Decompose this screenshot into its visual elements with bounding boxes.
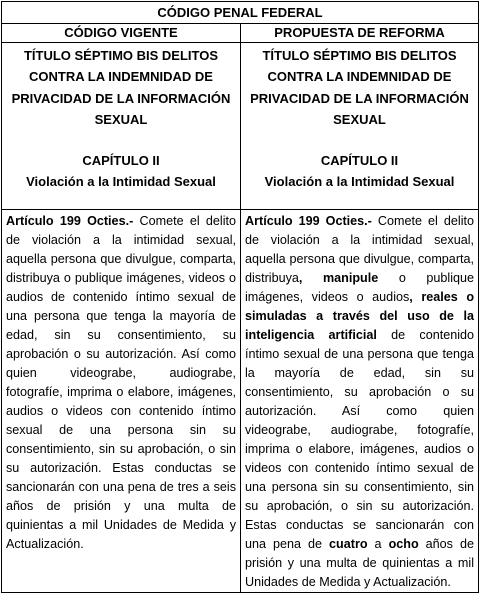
right-article-cell	[241, 210, 479, 593]
column-header-proposal: PROPUESTA DE REFORMA	[241, 24, 479, 43]
table-title: CÓDIGO PENAL FEDERAL	[2, 2, 479, 24]
left-article-cell	[2, 210, 241, 593]
changed-penalty-max: ocho	[388, 537, 419, 551]
article-label: Artículo 199 Octies.-	[245, 214, 372, 228]
right-article-text: Artículo 199 Octies.- Comete el delito de violación a la intimidad sexual, aquella persona que divulgue, comparta, distribuya, manipule o publique imágenes, videos o audios, reales o simuladas a través del uso de la inteligencia artificial de contenido íntimo sexual de una persona que tenga la mayoría de edad, sin su consentimiento, su aprobación o su autorización. Así como quien videograbe, audiograbe, fotografíe, imprima o elabore, imágenes, audios o videos con contenido íntimo sexual de una persona sin su consentimiento, sin su aprobación, o sin su autorización. Estas conductas se sancionarán con una pena de cuatro a ocho años de prisión y una multa de quinientas a mil Unidades de Medida y Actualización.	[245, 214, 475, 589]
comparison-table	[1, 1, 479, 593]
added-text: , manipule	[298, 271, 379, 285]
right-chapter-name: Violación a la Intimidad Sexual	[264, 174, 455, 190]
changed-penalty-min: cuatro	[329, 537, 368, 551]
added-text: , reales o simuladas a través del uso de la inteligencia artificial	[245, 290, 475, 342]
left-chapter-name: Violación a la Intimidad Sexual	[26, 174, 216, 190]
left-article-text: Artículo 199 Octies.- Comete el delito de violación a la intimidad sexual, aquella persona que divulgue, comparta, distribuya o publique imágenes, videos o audios de contenido íntimo sexual de una persona que tenga la mayoría de edad, sin su consentimiento, su aprobación o su autorización. Así como quien videograbe, audiograbe, fotografíe, imprima o elabore, imágenes, audios o videos con contenido íntimo sexual de una persona sin su consentimiento, sin su aprobación, o sin su autorización. Estas conductas se sancionarán con una pena de tres a seis años de prisión y una multa de quinientas a mil Unidades de Medida y Actualización.	[6, 214, 236, 551]
column-header-current: CÓDIGO VIGENTE	[2, 24, 241, 43]
right-chapter: CAPÍTULO II Violación a la Intimidad Sexual	[241, 150, 478, 192]
left-heading-cell	[2, 43, 241, 210]
article-label: Artículo 199 Octies.-	[6, 214, 134, 228]
left-chapter: CAPÍTULO II Violación a la Intimidad Sexual	[2, 150, 240, 192]
right-heading-cell	[241, 43, 479, 210]
right-title: TÍTULO SÉPTIMO BIS DELITOS CONTRA LA INDEMNIDAD DE PRIVACIDAD DE LA INFORMACIÓN SEXUAL	[250, 48, 469, 127]
left-title: TÍTULO SÉPTIMO BIS DELITOS CONTRA LA INDEMNIDAD DE PRIVACIDAD DE LA INFORMACIÓN SEXUAL	[11, 48, 231, 127]
